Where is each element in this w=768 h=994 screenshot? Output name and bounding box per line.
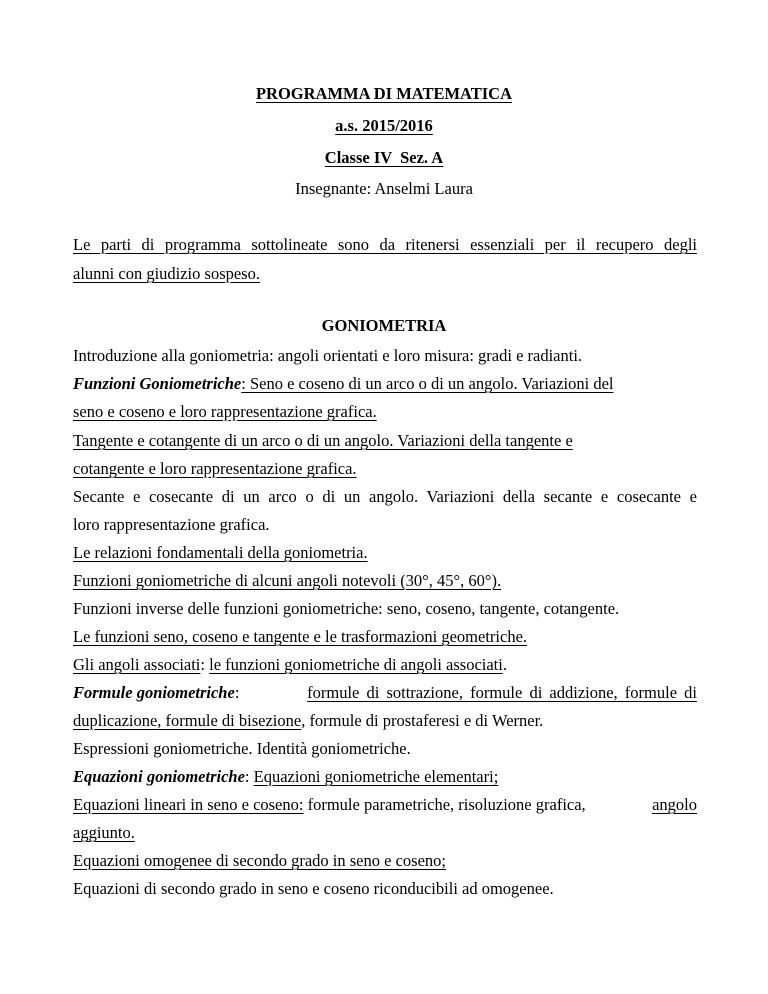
formule-line-2 (73, 711, 697, 731)
associati-line (73, 655, 697, 675)
lineari-text-d: aggiunto. (73, 823, 135, 842)
notevoli-text: Funzioni goniometriche di alcuni angoli notevoli (30°, 45°, 60°). (73, 571, 502, 590)
tangente-line-2 (73, 459, 697, 479)
funzioni-line-1 (73, 374, 697, 394)
notevoli-line (73, 571, 697, 591)
funzioni-line-2 (73, 402, 697, 422)
relazioni-line (73, 543, 697, 563)
equazioni-label: Equazioni goniometriche (73, 767, 245, 786)
inverse-line: Funzioni inverse delle funzioni goniometriche: seno, coseno, tangente, cotangente. (73, 599, 620, 618)
lineari-line-2 (73, 823, 697, 843)
lineari-text-a: Equazioni lineari in seno e coseno: (73, 795, 304, 814)
funzioni-label: Funzioni Goniometriche (73, 374, 242, 393)
teacher-name: Insegnante: Anselmi Laura (295, 179, 473, 198)
lineari-head (73, 795, 590, 815)
associati-text-b: le funzioni goniometriche di angoli associati (209, 655, 503, 674)
intro-line: Introduzione alla goniometria: angoli orientati e loro misura: gradi e radianti. (73, 346, 583, 365)
relazioni-text: Le relazioni fondamentali della goniometria. (73, 543, 368, 562)
formule-line-1 (73, 683, 697, 703)
tangente-line-1 (73, 431, 697, 451)
trasformazioni-line (73, 627, 697, 647)
formule-label: Formule goniometriche (73, 683, 235, 702)
equazioni-elementari: Equazioni goniometriche elementari; (253, 767, 499, 786)
document-title: PROGRAMMA DI MATEMATICA (255, 84, 513, 103)
equazioni-sep: : (244, 767, 254, 786)
lineari-text-b: formule parametriche, risoluzione grafica, (303, 795, 590, 814)
formule-text-1: formule di sottrazione, formule di addizione, formule di (307, 683, 697, 702)
omogenee-text: Equazioni omogenee di secondo grado in seno e coseno; (73, 851, 446, 870)
associati-sep: : (200, 655, 210, 674)
funzioni-text-1: : Seno e coseno di un arco o di un angolo. Variazioni del (241, 374, 614, 393)
associati-end: . (502, 655, 507, 674)
formule-text-2a: duplicazione, formule di bisezione (73, 711, 302, 730)
equazioni-line (73, 767, 697, 787)
formule-sep: : (234, 683, 244, 702)
omogenee-line (73, 851, 697, 871)
formule-head (73, 683, 244, 703)
note-line-1: Le parti di programma sottolineate sono da ritenersi essenziali per il recupero degli (73, 235, 697, 254)
secante-line-2: loro rappresentazione grafica. (73, 515, 270, 534)
secante-line-1: Secante e cosecante di un arco o di un angolo. Variazioni della secante e cosecante e (73, 487, 697, 506)
tangente-text-2: cotangente e loro rappresentazione grafica. (73, 459, 357, 478)
class-section: Classe IV Sez. A (324, 148, 444, 167)
espressioni-line: Espressioni goniometriche. Identità goniometriche. (73, 739, 411, 758)
trasformazioni-text: Le funzioni seno, coseno e tangente e le trasformazioni geometriche. (73, 627, 528, 646)
lineari-line-1 (73, 795, 697, 815)
riconducibili-line: Equazioni di secondo grado in seno e coseno riconducibili ad omogenee. (73, 879, 554, 898)
formule-text-2b: , formule di prostaferesi e di Werner. (301, 711, 544, 730)
school-year: a.s. 2015/2016 (335, 116, 433, 135)
lineari-text-c: angolo (652, 795, 697, 814)
section-title: GONIOMETRIA (321, 316, 447, 335)
tangente-text-1: Tangente e cotangente di un arco o di un angolo. Variazioni della tangente e (73, 431, 573, 450)
funzioni-text-2: seno e coseno e loro rappresentazione grafica. (73, 402, 377, 421)
note-line-2: alunni con giudizio sospeso. (73, 264, 260, 283)
associati-text-a: Gli angoli associati (73, 655, 201, 674)
